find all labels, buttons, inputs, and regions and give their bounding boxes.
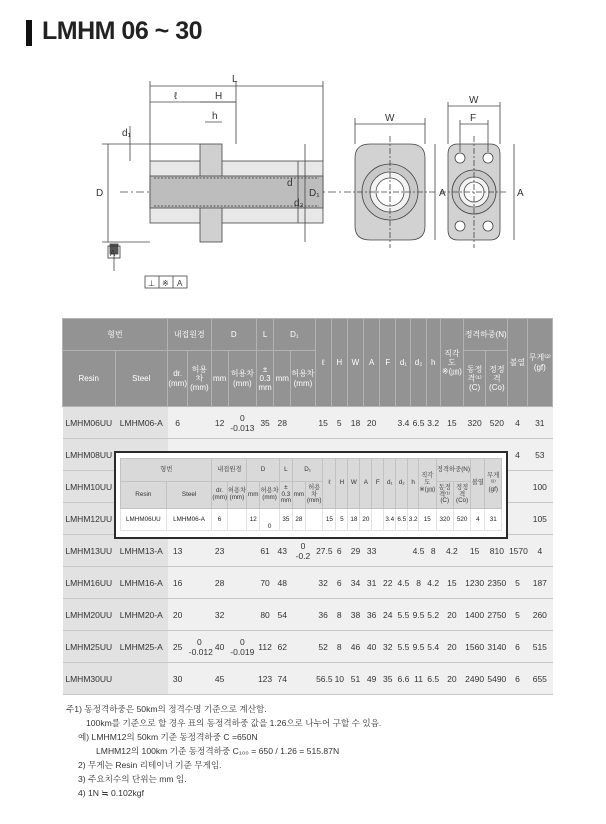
cell-dr: 16 xyxy=(168,567,188,599)
cell-F: 32 xyxy=(380,631,396,663)
cell-balls: 1570 xyxy=(508,535,527,567)
th-model: 형번 xyxy=(63,319,168,351)
cell-C: 2490 xyxy=(464,663,486,695)
cell-tolA xyxy=(188,567,211,599)
cell-L: 112 xyxy=(256,631,273,663)
overlay-cell-l: 15 xyxy=(323,509,336,531)
th-dr: dr. (mm) xyxy=(168,351,188,407)
dim-H: H xyxy=(215,91,223,102)
cell-A: 33 xyxy=(364,535,380,567)
th-L-tol: ± 0.3 mm xyxy=(256,351,273,407)
cell-tolA: 0 -0.012 xyxy=(188,631,211,663)
cell-A: 36 xyxy=(364,599,380,631)
overlay-cell-resin: LMHM06UU xyxy=(121,509,167,531)
cell-D: 12 xyxy=(211,407,228,439)
cell-H: 10 xyxy=(331,663,347,695)
note-2: 2) 무게는 Resin 리테이너 기준 무게임. xyxy=(78,760,222,770)
overlay-th-h: h xyxy=(408,459,419,509)
dim-d2: d₂ xyxy=(294,198,304,209)
overlay-cell-C: 320 xyxy=(436,509,453,531)
th-D: D xyxy=(211,319,256,351)
cell-perp: 20 xyxy=(440,599,463,631)
cell-D: 45 xyxy=(211,663,228,695)
cell-W: 38 xyxy=(347,599,363,631)
cell-steel: LMHM20-A xyxy=(115,599,168,631)
cell-C: 1560 xyxy=(464,631,486,663)
overlay-cell-D-tol: 0 xyxy=(260,509,280,531)
cell-h: 4.2 xyxy=(426,567,440,599)
cell-tolA xyxy=(188,663,211,695)
th-weight: 무게⁽²⁾ (gf) xyxy=(527,319,552,407)
overlay-th-d2: d₂ xyxy=(396,459,408,509)
cell-L: 61 xyxy=(256,535,273,567)
th-D1: D₁ xyxy=(274,319,315,351)
overlay-cell-F xyxy=(372,509,384,531)
cell-H: 6 xyxy=(331,535,347,567)
th-balls: 볼열 xyxy=(508,319,527,407)
cell-W: 46 xyxy=(347,631,363,663)
cell-F xyxy=(380,407,396,439)
note-1b: 예) LMHM12의 50km 기준 동정격하중 C =650N xyxy=(78,732,258,742)
cell-wt: 31 xyxy=(527,407,552,439)
dim-h: h xyxy=(212,111,218,122)
dim-D: D xyxy=(96,188,104,199)
note-1c: LMHM12의 100km 기준 동정격하중 C₁₀₀ = 650 / 1.26 = 515.87N xyxy=(96,746,340,756)
cell-F: 24 xyxy=(380,599,396,631)
cell-D: 40 xyxy=(211,631,228,663)
cell-Co: 2750 xyxy=(486,599,508,631)
cell-tolA xyxy=(188,599,211,631)
cell-d2: 9.5 xyxy=(411,631,426,663)
note-1a: 100km를 기준으로 할 경우 표의 동정격하중 값을 1.26으로 나누어 구할 수 있음. xyxy=(86,718,382,728)
cell-tolB xyxy=(228,567,256,599)
overlay-th-model: 형번 xyxy=(121,459,212,482)
cell-C: 15 xyxy=(464,535,486,567)
gdt-ref: A xyxy=(177,279,183,288)
cell-tolC xyxy=(291,599,315,631)
overlay-th-weight: 무게⁽²⁾ (gf) xyxy=(485,459,502,509)
cell-steel: LMHM16-A xyxy=(115,567,168,599)
overlay-cell-balls: 4 xyxy=(471,509,485,531)
cell-d1 xyxy=(396,535,411,567)
th-D1-tol: 허용차 (mm) xyxy=(291,351,315,407)
cell-resin: LMHM10UU xyxy=(63,471,116,503)
overlay-cell-A: 20 xyxy=(360,509,372,531)
cell-tolC xyxy=(291,663,315,695)
overlay-th-F: F xyxy=(372,459,384,509)
cell-resin: LMHM13UU xyxy=(63,535,116,567)
overlay-th-l: ℓ xyxy=(323,459,336,509)
cell-Co: 2350 xyxy=(486,567,508,599)
cell-d1: 6.6 xyxy=(396,663,411,695)
th-dyn: 동정격⁽¹⁾ (C) xyxy=(464,351,486,407)
cell-balls xyxy=(508,471,527,503)
th-D-tol: 허용차 (mm) xyxy=(228,351,256,407)
dim-W-front: W xyxy=(385,113,395,124)
cell-dr: 30 xyxy=(168,663,188,695)
cell-wt: 4 xyxy=(527,535,552,567)
cell-d2: 8 xyxy=(411,567,426,599)
cell-steel: LMHM06-A xyxy=(115,407,168,439)
cell-perp: 20 xyxy=(440,631,463,663)
cell-resin: LMHM30UU xyxy=(63,663,116,695)
cell-H: 5 xyxy=(331,407,347,439)
th-inner-dia: 내접원경 xyxy=(168,319,211,351)
cell-D1: 74 xyxy=(274,663,291,695)
overlay-cell-H: 5 xyxy=(336,509,348,531)
overlay-th-D1-mm: mm xyxy=(292,482,305,509)
cell-L: 70 xyxy=(256,567,273,599)
th-resin: Resin xyxy=(63,351,116,407)
cell-d1: 5.5 xyxy=(396,599,411,631)
cell-balls: 6 xyxy=(508,631,527,663)
overlay-th-L: L xyxy=(279,459,292,482)
cell-balls: 4 xyxy=(508,439,527,471)
cell-D1: 43 xyxy=(274,535,291,567)
cell-D: 23 xyxy=(211,535,228,567)
cell-Co: 520 xyxy=(486,407,508,439)
dim-F: F xyxy=(470,113,477,124)
th-H: H xyxy=(331,319,347,407)
cell-l: 52 xyxy=(315,631,331,663)
overlay-th-load: 정격하중(N) xyxy=(436,459,471,482)
cell-perp: 15 xyxy=(440,407,463,439)
table-row xyxy=(63,631,553,663)
dim-l: ℓ xyxy=(174,91,178,102)
th-load: 정격하중(N) xyxy=(464,319,508,351)
table-row xyxy=(63,535,553,567)
cell-H: 8 xyxy=(331,631,347,663)
cell-wt: 105 xyxy=(527,503,552,535)
overlay-cell-L: 35 xyxy=(279,509,292,531)
cell-D1: 48 xyxy=(274,567,291,599)
th-A: A xyxy=(364,319,380,407)
overlay-th-D1: D₁ xyxy=(292,459,322,482)
gdt-value: ※ xyxy=(162,279,169,288)
overlay-cell-wt: 31 xyxy=(485,509,502,531)
cell-resin: LMHM06UU xyxy=(63,407,116,439)
th-h: h xyxy=(426,319,440,407)
cell-d2: 9.5 xyxy=(411,599,426,631)
gdt-symbol: ⊥ xyxy=(148,279,155,288)
cell-h: 8 xyxy=(426,535,440,567)
cell-d2: 11 xyxy=(411,663,426,695)
cell-tolB xyxy=(228,663,256,695)
overlay-th-tol: 허용차 (mm) xyxy=(227,482,247,509)
th-D-mm: mm xyxy=(211,351,228,407)
cell-perp: 4.2 xyxy=(440,535,463,567)
cell-resin: LMHM20UU xyxy=(63,599,116,631)
cell-wt: 53 xyxy=(527,439,552,471)
cell-d1: 4.5 xyxy=(396,567,411,599)
cell-dr: 25 xyxy=(168,631,188,663)
overlay-cell-dr: 6 xyxy=(212,509,227,531)
cell-d1: 3.4 xyxy=(396,407,411,439)
overlay-th-D-tol: 허용차 (mm) xyxy=(260,482,280,509)
cell-C: 1230 xyxy=(464,567,486,599)
cell-perp: 20 xyxy=(440,663,463,695)
cell-dr: 20 xyxy=(168,599,188,631)
cell-balls: 5 xyxy=(508,599,527,631)
cell-wt: 655 xyxy=(527,663,552,695)
overlay-cell-steel: LMHM06-A xyxy=(166,509,212,531)
th-D1-mm: mm xyxy=(274,351,291,407)
cell-dr: 13 xyxy=(168,535,188,567)
overlay-th-inner: 내접원경 xyxy=(212,459,247,482)
cell-l: 56.5 xyxy=(315,663,331,695)
note-4: 4) 1N ≒ 0.102kgf xyxy=(78,788,144,798)
cell-tolC: 0 -0.2 xyxy=(291,535,315,567)
overlay-cell-D1-tol xyxy=(305,509,322,531)
cell-H: 8 xyxy=(331,599,347,631)
cell-dr: 6 xyxy=(168,407,188,439)
cell-H: 6 xyxy=(331,567,347,599)
overlay-th-W: W xyxy=(348,459,360,509)
overlay-th-balls: 볼열 xyxy=(471,459,485,509)
cell-L: 35 xyxy=(256,407,273,439)
overlay-th-D-mm: mm xyxy=(247,482,260,509)
overlay-cell-perp: 15 xyxy=(419,509,436,531)
cell-balls: 5 xyxy=(508,567,527,599)
dim-d1: d₁ xyxy=(122,128,131,139)
cell-A: 31 xyxy=(364,567,380,599)
overlay-cell-h: 3.2 xyxy=(408,509,419,531)
cell-resin: LMHM16UU xyxy=(63,567,116,599)
cell-tolA xyxy=(188,407,211,439)
cell-steel: LMHM25-A xyxy=(115,631,168,663)
cell-wt: 260 xyxy=(527,599,552,631)
th-F: F xyxy=(380,319,396,407)
cell-steel: LMHM13-A xyxy=(115,535,168,567)
cell-D: 28 xyxy=(211,567,228,599)
cell-C: 320 xyxy=(464,407,486,439)
dim-d: d xyxy=(287,178,293,189)
overlay-th-D: D xyxy=(247,459,280,482)
cell-L: 123 xyxy=(256,663,273,695)
overlay-th-dr: dr. (mm) xyxy=(212,482,227,509)
dim-L: L xyxy=(232,74,238,85)
cell-resin: LMHM12UU xyxy=(63,503,116,535)
overlay-cell-W: 18 xyxy=(348,509,360,531)
table-row xyxy=(63,567,553,599)
th-l: ℓ xyxy=(315,319,331,407)
overlay-cell-D: 12 xyxy=(247,509,260,531)
cell-A: 40 xyxy=(364,631,380,663)
dim-D1: D₁ xyxy=(309,188,320,199)
cell-h: 5.4 xyxy=(426,631,440,663)
overlay-th-dyn: 동정격⁽¹⁾ (C) xyxy=(436,482,453,509)
overlay-table xyxy=(120,458,502,531)
cell-l: 27.5 xyxy=(315,535,331,567)
cell-Co: 3140 xyxy=(486,631,508,663)
cell-tolA xyxy=(188,535,211,567)
cell-l: 15 xyxy=(315,407,331,439)
overlay-cell-Co: 520 xyxy=(453,509,470,531)
cell-balls: 6 xyxy=(508,663,527,695)
table-row xyxy=(63,663,553,695)
cell-W: 34 xyxy=(347,567,363,599)
overlay-th-stat: 정정격 (Co) xyxy=(453,482,470,509)
cell-tolC xyxy=(291,407,315,439)
cell-l: 32 xyxy=(315,567,331,599)
note-3: 3) 주요치수의 단위는 mm 임. xyxy=(78,774,187,784)
th-W: W xyxy=(347,319,363,407)
cell-Co: 810 xyxy=(486,535,508,567)
th-d1: d₁ xyxy=(396,319,411,407)
overlay-th-perp: 직각도 ※(㎛) xyxy=(419,459,436,509)
overlay-th-H: H xyxy=(336,459,348,509)
cell-tolB: 0 -0.013 xyxy=(228,407,256,439)
cell-W: 18 xyxy=(347,407,363,439)
cell-d2: 4.5 xyxy=(411,535,426,567)
cell-D1: 28 xyxy=(274,407,291,439)
cell-W: 51 xyxy=(347,663,363,695)
cell-A: 49 xyxy=(364,663,380,695)
cell-A: 20 xyxy=(364,407,380,439)
cell-wt: 515 xyxy=(527,631,552,663)
cell-perp: 15 xyxy=(440,567,463,599)
note-1: 주1) 동정격하중은 50km의 정격수명 기준으로 계산함. xyxy=(66,704,267,714)
overlay-th-D1-tol: 허용차 (mm) xyxy=(305,482,322,509)
cell-balls xyxy=(508,503,527,535)
cell-D1: 62 xyxy=(274,631,291,663)
th-L: L xyxy=(256,319,273,351)
overlay-table-box xyxy=(114,451,508,539)
overlay-th-L-tol: ± 0.3 mm xyxy=(279,482,292,509)
overlay-th-d1: d₁ xyxy=(384,459,396,509)
cell-tolB xyxy=(228,535,256,567)
cell-wt: 100 xyxy=(527,471,552,503)
th-steel: Steel xyxy=(115,351,168,407)
cell-resin: LMHM08UU xyxy=(63,439,116,471)
cell-tolB: 0 -0.019 xyxy=(228,631,256,663)
cell-d1: 5.5 xyxy=(396,631,411,663)
th-perp: 직각도 ※(㎛) xyxy=(440,319,463,407)
cell-wt: 187 xyxy=(527,567,552,599)
overlay-cell-D1: 28 xyxy=(292,509,305,531)
cell-F: 22 xyxy=(380,567,396,599)
cell-h: 6.5 xyxy=(426,663,440,695)
datum-a: A xyxy=(110,249,116,258)
page-title: LMHM 06 ~ 30 xyxy=(42,17,203,45)
overlay-cell-d1: 3.4 xyxy=(384,509,396,531)
cell-h: 3.2 xyxy=(426,407,440,439)
cell-resin: LMHM25UU xyxy=(63,631,116,663)
cell-F: 35 xyxy=(380,663,396,695)
th-stat: 정정격 (Co) xyxy=(486,351,508,407)
table-row xyxy=(63,407,553,439)
cell-D1: 54 xyxy=(274,599,291,631)
technical-drawing xyxy=(90,66,530,298)
overlay-th-resin: Resin xyxy=(121,482,167,509)
dim-W-flange: W xyxy=(469,95,479,106)
cell-C: 1400 xyxy=(464,599,486,631)
cell-L: 80 xyxy=(256,599,273,631)
cell-h: 5.2 xyxy=(426,599,440,631)
cell-d2: 6.5 xyxy=(411,407,426,439)
cell-tolB xyxy=(228,599,256,631)
overlay-th-steel: Steel xyxy=(166,482,212,509)
dim-A-flange: A xyxy=(517,188,524,199)
cell-D: 32 xyxy=(211,599,228,631)
cell-tolC xyxy=(291,567,315,599)
table-row xyxy=(63,599,553,631)
cell-tolC xyxy=(291,631,315,663)
th-dr-tol: 허용차 (mm) xyxy=(188,351,211,407)
title-marker xyxy=(26,20,32,46)
overlay-th-A: A xyxy=(360,459,372,509)
overlay-cell-tol xyxy=(227,509,247,531)
cell-steel xyxy=(115,663,168,695)
cell-balls: 4 xyxy=(508,407,527,439)
cell-F xyxy=(380,535,396,567)
th-d2: d₂ xyxy=(411,319,426,407)
overlay-cell-d2: 6.5 xyxy=(396,509,408,531)
dim-A-front: A xyxy=(439,188,446,199)
footnotes xyxy=(66,702,546,800)
cell-W: 29 xyxy=(347,535,363,567)
cell-l: 36 xyxy=(315,599,331,631)
cell-Co: 5490 xyxy=(486,663,508,695)
overlay-row xyxy=(121,509,502,531)
